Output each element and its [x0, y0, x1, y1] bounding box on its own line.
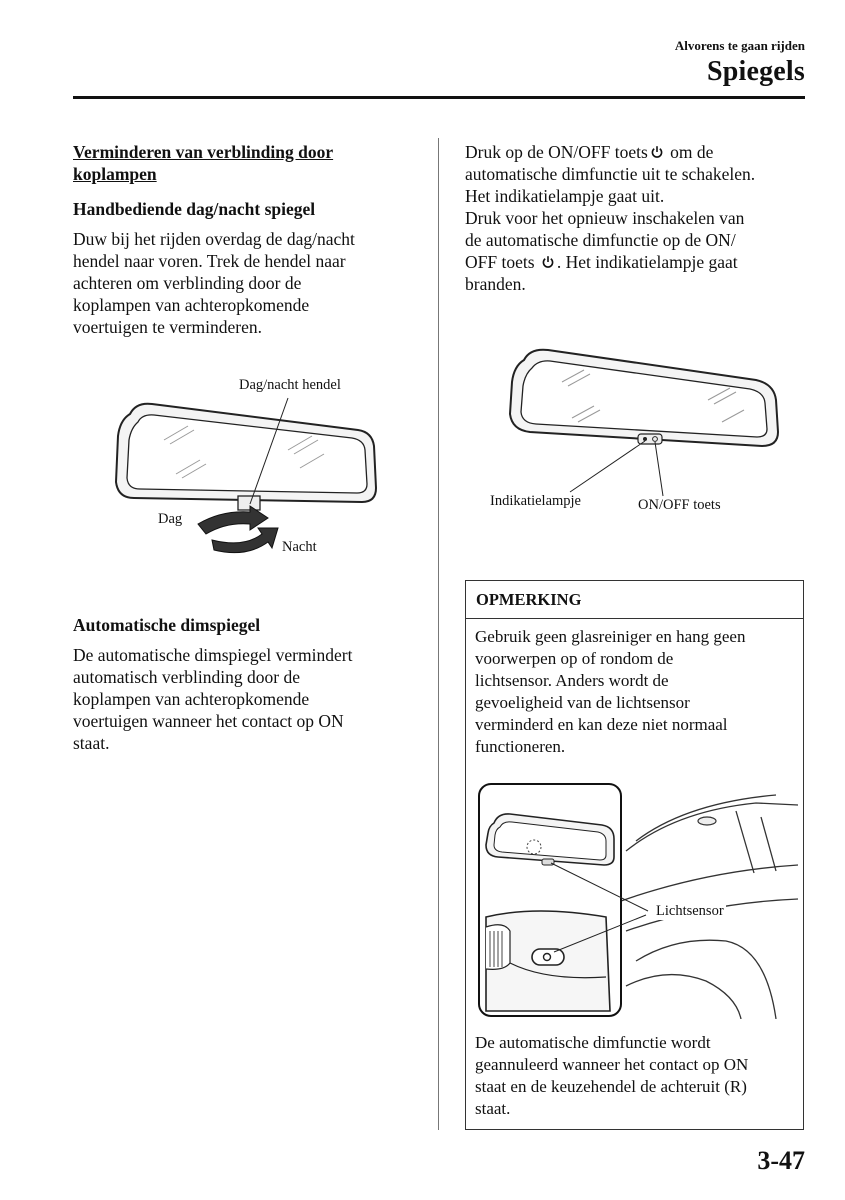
note-title: OPMERKING: [476, 590, 582, 609]
subheading-manual-mirror: Handbediende dag/nacht spiegel: [73, 199, 316, 219]
light-sensor: [532, 949, 564, 965]
manual-mirror-text: Duw bij het rijden overdag de dag/nacht hendel naar voren. Trek de hendel naar achteren om verblinding door de koplampen van achteropkomende voertuigen te verminderen.: [73, 229, 355, 337]
power-icon: [650, 145, 664, 159]
mirror-body: [116, 404, 376, 502]
auto-mirror-illustration: [500, 340, 790, 510]
power-icon: [541, 255, 555, 269]
note-text-cancel: De automatische dimfunctie wordt geannuleerd wanneer het contact op ON staat en de keuzehendel de achteruit (R) staat.: [475, 1033, 749, 1118]
label-indicator-lamp: Indikatielampje: [490, 493, 581, 509]
indicator-lamp: [643, 437, 647, 441]
lever-mount: [238, 496, 260, 510]
note-text: Gebruik geen glasreiniger en hang geen voorwerpen op of rondom de lichtsensor. Anders wordt de gevoeligheid van de lichtsensor verminderd en kan deze niet normaal functioneren.: [475, 627, 746, 756]
label-night: Nacht: [282, 539, 317, 555]
label-on-off-button: ON/OFF toets: [638, 497, 721, 513]
subheading-auto-dimming: Automatische dimspiegel: [73, 615, 261, 635]
section-title: Spiegels: [706, 56, 805, 87]
mirror-body: [510, 350, 778, 446]
chapter-title: Alvorens te gaan rijden: [674, 38, 805, 53]
label-light-sensor: Lichtsensor: [656, 903, 724, 919]
auto-dimming-text: De automatische dimspiegel vermindert automatisch verblinding door de koplampen van achteropkomende voertuigen wanneer het contact op ON staat.: [73, 645, 353, 753]
note-header: [466, 581, 803, 619]
column-divider: [438, 138, 439, 1130]
night-arrow-icon: [212, 528, 278, 553]
light-sensor-illustration: [476, 781, 798, 1019]
mirror-on-windshield: [698, 817, 716, 825]
label-day: Dag: [158, 511, 183, 527]
page-number: 3-47: [757, 1146, 805, 1175]
label-day-night-lever: Dag/nacht hendel: [239, 377, 341, 393]
indicator-leader-line: [570, 441, 645, 492]
button-housing: [638, 434, 662, 444]
button-leader-line: [655, 442, 663, 496]
manual-mirror-illustration: [100, 370, 390, 570]
on-off-instructions: Druk op de ON/OFF toets om de automatische dimfunctie uit te schakelen. Het indikatielampje gaat uit. Druk voor het opnieuw inschakelen van de automatische dimfunctie op de ON/ OFF toets . Het indikatielampje gaat branden.: [465, 142, 756, 294]
header-rule: [73, 96, 805, 99]
note-box: [465, 580, 804, 1130]
heading-glare-reduction: Verminderen van verblinding door koplampen: [73, 142, 334, 184]
